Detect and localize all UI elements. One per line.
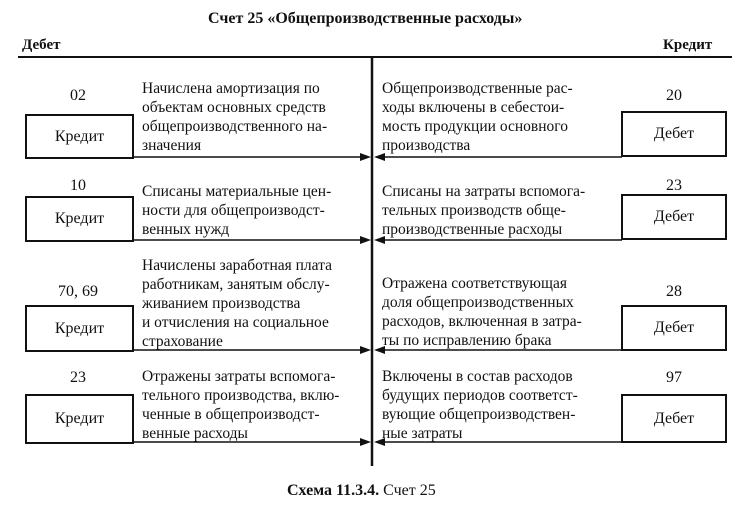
text-line: ные затраты [382,425,463,442]
credit-label: Кредит [663,37,713,53]
text-line: страхование [142,333,223,350]
text-line: Списаны на затраты вспомога- [382,183,586,200]
text-line: Начислены заработная плата [142,257,332,274]
right-description [382,367,578,443]
arrowhead-row-4-left [360,438,371,446]
text-line: Начислена амортизация по [142,80,320,97]
text-line: тельного производства, вклю- [142,387,340,404]
right-debit-box: Дебет [621,305,727,351]
text-line: венные расходы [142,425,248,442]
right-account-code: 20 [666,87,682,104]
text-line: общепроизводственного на- [142,118,328,135]
left-description [142,79,327,155]
right-description [382,79,573,155]
left-description [142,182,331,239]
text-line: производства [382,137,471,154]
right-account-code: 97 [666,369,682,386]
right-account-code: 23 [666,177,682,194]
figure-caption [287,482,436,500]
arrowhead-row-1-left [360,153,371,161]
text-line: Отражена соответствующая [382,275,567,292]
text-line: Списаны материальные цен- [142,183,332,200]
left-description [142,367,339,443]
left-credit-box: Кредит [25,305,134,352]
right-description [382,274,582,350]
text-line: живанием производства [142,295,301,312]
left-credit-box: Кредит [25,114,134,159]
diagram-title: Счет 25 «Общепроизводственные расходы» [208,10,523,27]
text-line: расходов, включенная в затра- [382,313,582,330]
left-description [142,256,332,351]
left-account-code: 10 [70,177,86,194]
right-description [382,182,585,239]
right-debit-box: Дебет [621,394,727,443]
text-line: ходы включены в себестои- [382,99,565,116]
text-line: значения [142,137,202,154]
right-account-code: 28 [666,283,682,300]
left-account-code: 70, 69 [58,283,98,300]
text-line: доля общепроизводственных [382,294,574,311]
left-account-code: 02 [70,87,86,104]
caption-text: Счет 25 [383,482,436,499]
debit-label: Дебет [22,37,61,53]
left-credit-box: Кредит [25,196,134,242]
text-line: будущих периодов соответст- [382,387,578,404]
text-line: производственные расходы [382,221,563,238]
arrowhead-row-2-left [360,236,371,244]
right-debit-box: Дебет [621,194,727,240]
text-line: венных нужд [142,221,230,238]
caption-number: Схема 11.3.4. [287,482,380,499]
text-line: объектам основных средств [142,99,326,116]
text-line: Отражены затраты вспомога- [142,368,336,385]
text-line: ты по исправлению брака [382,332,552,349]
left-credit-box: Кредит [25,394,134,444]
right-debit-box: Дебет [621,111,727,157]
text-line: ности для общепроизводст- [142,202,325,219]
text-line: тельных производств обще- [382,202,566,219]
left-account-code: 23 [70,369,86,386]
arrowhead-row-3-left [360,346,371,354]
text-line: работникам, занятым обслу- [142,276,330,293]
text-line: мость продукции основного [382,118,568,135]
text-line: вующие общепроизводствен- [382,406,576,423]
text-line: Включены в состав расходов [382,368,573,385]
text-line: ченные в общепроизводст- [142,406,320,423]
text-line: и отчисления на социальное [142,314,329,331]
text-line: Общепроизводственные рас- [382,80,573,97]
